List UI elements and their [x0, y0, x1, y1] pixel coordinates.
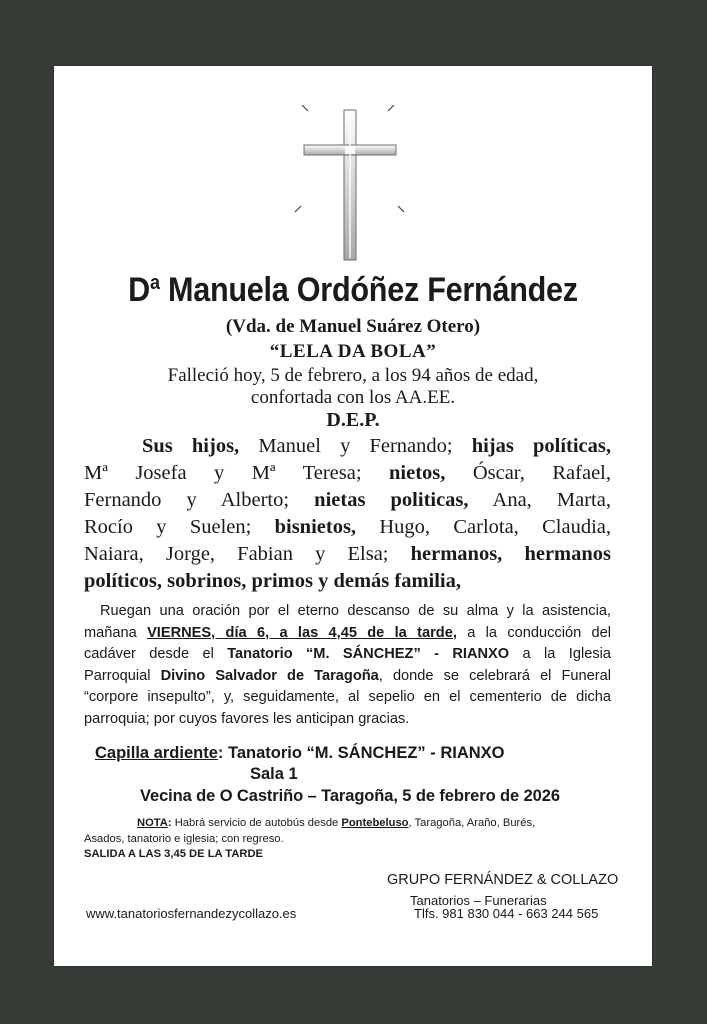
death-notice-line-2: confortada con los AA.EE.: [250, 387, 456, 408]
deceased-name: $D^a$ Manuela Ordóñez Fernández: [128, 271, 578, 309]
website-link[interactable]: www.tanatoriosfernandezycollazo.es: [86, 906, 297, 921]
phone-numbers: Tlfs. 981 830 044 - 663 244 565: [414, 906, 599, 921]
family-line: Naiara, Jorge, Fabian y Elsa; hermanos, hermanos: [84, 543, 611, 565]
family-line: Fernando y Alberto; nietas politicas, Ana, Marta,: [84, 489, 611, 511]
bus-note: NOTA: Habrá servicio de autobús desde Pontebeluso, Taragoña, Araño, Burés, Asados, tanatorio e iglesia; con regreso. SALIDA A LAS 3,45 DE LA TARDE: [84, 817, 536, 860]
prayer-line: cadáver desde el Tanatorio “M. SÁNCHEZ” - RIANXO a la Iglesia: [84, 646, 611, 662]
death-notice-line-1: Falleció hoy, 5 de febrero, a los 94 años de edad,: [167, 365, 539, 386]
funeral-time: VIERNES, día 6, a las 4,45 de la tarde,: [147, 624, 457, 641]
prayer-line: mañana VIERNES, día 6, a las 4,45 de la tarde, a la conducción del: [84, 624, 612, 641]
family-paragraph: [84, 433, 611, 595]
cross-icon: [290, 102, 410, 262]
family-line: Sus hijos, Manuel y Fernando; hijas políticas,: [142, 435, 611, 457]
company-subtitle: Tanatorios – Funerarias: [410, 893, 547, 908]
family-line: Rocío y Suelen; bisnietos, Hugo, Carlota, Claudia,: [84, 516, 611, 538]
company-name: GRUPO FERNÁNDEZ & COLLAZO: [387, 872, 619, 888]
location-date: Vecina de O Castriño – Taragoña, 5 de febrero de 2026: [140, 787, 560, 805]
family-line: Mª Josefa y Mª Teresa; nietos, Óscar, Rafael,: [84, 462, 611, 484]
prayer-line: Ruegan una oración por el eterno descanso de su alma y la asistencia,: [100, 603, 611, 619]
chapel-room: Sala 1: [250, 765, 298, 783]
nickname: “LELA DA BOLA”: [269, 341, 437, 362]
widow-of: (Vda. de Manuel Suárez Otero): [225, 316, 481, 337]
chapel-line: Capilla ardiente: Tanatorio “M. SÁNCHEZ” - RIANXO: [95, 744, 505, 762]
obituary-page: [54, 66, 652, 966]
prayer-line: parroquia; por cuyos favores les anticipan gracias.: [84, 710, 410, 727]
dep-heading: D.E.P.: [326, 409, 380, 431]
prayer-line: “corpore insepulto”, y, seguidamente, al sepelio en el cementerio de dicha: [84, 689, 611, 705]
prayer-paragraph: [84, 601, 611, 730]
prayer-line: Parroquial Divino Salvador de Taragoña, donde se celebrará el Funeral: [84, 667, 612, 684]
family-line: políticos, sobrinos, primos y demás familia,: [84, 570, 461, 592]
